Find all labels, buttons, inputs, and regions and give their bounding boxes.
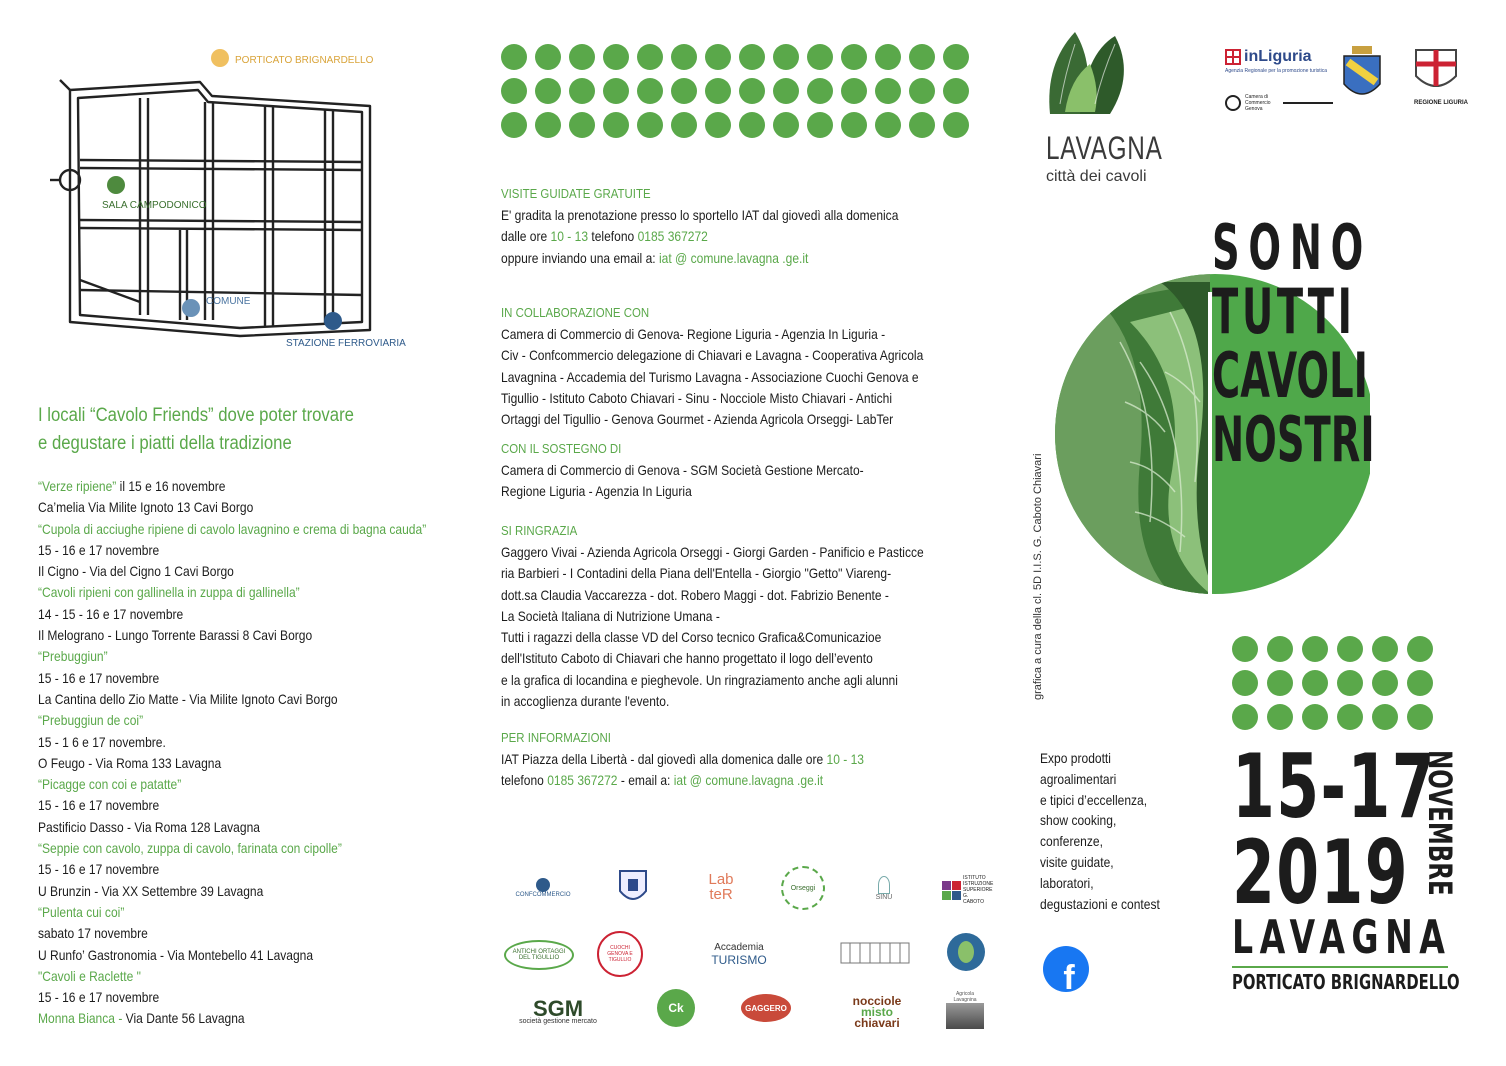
gaggero-logo: GAGGERO <box>740 986 792 1030</box>
agricola-logo: Agricola Lavagnina <box>944 990 986 1030</box>
locale-line: Monna Bianca - Via Dante 56 Lavagna <box>38 1010 245 1027</box>
contadini-logo: Ck <box>656 988 696 1028</box>
genova-gourmet-logo <box>840 940 910 966</box>
collab-line: Tigullio - Istituto Caboto Chiavari - Sinu - Nocciole Misto Chiavari - Antichi <box>501 389 893 406</box>
visite-line-1: E' gradita la prenotazione presso lo sportello IAT dal giovedì alla domenica <box>501 207 899 223</box>
sgm-logo: SGM società gestione mercato <box>519 996 597 1025</box>
visite-line-3: oppure inviando una email a: iat @ comune.lavagna .ge.it <box>501 249 809 266</box>
visite-title: VISITE GUIDATE GRATUITE <box>501 186 651 201</box>
expo-line: Expo prodotti <box>1040 750 1111 766</box>
dot <box>1407 704 1433 730</box>
ringrazia-line: in accoglienza durante l'evento. <box>501 693 670 710</box>
dot <box>1267 704 1293 730</box>
camera-commercio-logo: Camera di Commercio Genova <box>1225 94 1333 112</box>
friends-title-line-2: e degustare i piatti della tradizione <box>38 433 292 454</box>
lavagna-cabbage-logo <box>1040 24 1140 124</box>
dot <box>1407 636 1433 662</box>
ringrazia-title: SI RINGRAZIA <box>501 523 578 538</box>
inliguria-sub: Agenzia Regionale per la promozione turistica <box>1225 68 1328 74</box>
expo-line: degustazioni e contest <box>1040 895 1160 912</box>
expo-line: laboratori, <box>1040 874 1094 891</box>
dot <box>637 112 663 138</box>
locale-line: La Cantina dello Zio Matte - Via Milite Ignoto Cavi Borgo <box>38 690 338 707</box>
collab-body <box>501 324 923 430</box>
porticato-label: PORTICATO BRIGNARDELLO <box>235 55 374 66</box>
dot <box>739 44 765 70</box>
dot <box>909 44 935 70</box>
locale-line: 14 - 15 - 16 e 17 novembre <box>38 605 184 622</box>
dot <box>841 44 867 70</box>
dot <box>773 112 799 138</box>
cuochi-logo: CUOCHI GENOVA E TIGULLIO <box>596 930 644 978</box>
dot <box>569 44 595 70</box>
dot <box>603 44 629 70</box>
ringrazia-line: e la grafica di locandina e pieghevole. Un ringraziamento anche agli alunni <box>501 671 898 688</box>
caboto-logo: ISTITUTO ISTRUZIONE SUPERIORE G. CABOTO <box>942 868 986 912</box>
dot <box>739 112 765 138</box>
sala-label: SALA CAMPODONICO <box>102 200 207 211</box>
locale-line: “Picagge con coi e patatte” <box>38 776 182 793</box>
sostegno-body <box>501 460 864 503</box>
dot <box>773 78 799 104</box>
dot <box>1337 636 1363 662</box>
locale-line: “Cupola di acciughe ripiene di cavolo lavagnino e crema di bagna cauda” <box>38 520 427 537</box>
accademia-turismo-logo: Accademia TURISMO <box>711 942 767 967</box>
event-title <box>1212 211 1474 476</box>
expo-line: conferenze, <box>1040 833 1103 850</box>
locale-line: Il Melograno - Lungo Torrente Barassi 8 Cavi Borgo <box>38 627 313 644</box>
sinu-logo: SINU <box>862 866 906 910</box>
locale-line: 15 - 16 e 17 novembre <box>38 989 160 1006</box>
locale-line: 15 - 1 6 e 17 novembre. <box>38 733 166 750</box>
dot <box>1302 704 1328 730</box>
locale-line: 15 - 16 e 17 novembre <box>38 669 160 686</box>
expo-line: visite guidate, <box>1040 853 1114 870</box>
event-city: LAVAGNA <box>1232 910 1452 964</box>
visite-email-link[interactable]: iat @ comune.lavagna .ge.it <box>658 249 809 266</box>
dot <box>1232 704 1258 730</box>
citta-dei-cavoli: città dei cavoli <box>1046 168 1147 185</box>
nocciole-logo: nocciole misto chiavari <box>852 993 902 1030</box>
dots-decoration-top <box>501 44 969 138</box>
locale-line: “Seppie con cavolo, zuppa di cavolo, farinata con cipolle” <box>38 840 342 857</box>
ringrazia-line: La Società Italiana di Nutrizione Umana - <box>501 607 720 624</box>
info-line-1: IAT Piazza della Libertà - dal giovedì alla domenica dalle ore 10 - 13 <box>501 751 864 767</box>
dot <box>1407 670 1433 696</box>
lavagna-crest-logo <box>615 868 651 908</box>
title-line-cavoli: CAVOLI <box>1212 339 1368 412</box>
dot <box>841 112 867 138</box>
regione-liguria-crest <box>1414 48 1458 96</box>
ringrazia-line: Gaggero Vivai - Azienda Agricola Orseggi - Giorgi Garden - Panificio e Pasticce <box>501 544 924 560</box>
collab-line: Ortaggi del Tigullio - Genova Gourmet - Azienda Agricola Orseggi- LabTer <box>501 411 894 428</box>
locale-line: “Pulenta cui coi” <box>38 903 125 920</box>
dot <box>807 44 833 70</box>
locali-list <box>38 476 508 1030</box>
locale-line: Ca’melia Via Milite Ignoto 13 Cavi Borgo <box>38 499 254 516</box>
locale-line: Il Cigno - Via del Cigno 1 Cavi Borgo <box>38 563 234 580</box>
dot <box>875 78 901 104</box>
sostegno-line: Camera di Commercio di Genova - SGM Società Gestione Mercato- <box>501 462 864 478</box>
dot <box>1267 670 1293 696</box>
dots-decoration-right <box>1232 636 1433 730</box>
dot <box>501 78 527 104</box>
dot <box>807 112 833 138</box>
dot <box>535 112 561 138</box>
collab-line: Camera di Commercio di Genova- Regione Liguria - Agenzia In Liguria - <box>501 326 886 342</box>
dot <box>1232 670 1258 696</box>
event-place: PORTICATO BRIGNARDELLO <box>1232 970 1460 994</box>
locale-line: sabato 17 novembre <box>38 925 148 942</box>
locale-line: 15 - 16 e 17 novembre <box>38 541 160 558</box>
dot <box>501 44 527 70</box>
ringrazia-line: dott.sa Claudia Vaccarezza - dot. Robero Maggi - dot. Fabrizio Benente - <box>501 586 889 603</box>
expo-line: agroalimentari <box>1040 770 1117 787</box>
collab-section <box>501 305 992 430</box>
collab-line: Lavagnina - Accademia del Turismo Lavagna - Associazione Cuochi Genova e <box>501 368 919 385</box>
sostegno-line: Regione Liguria - Agenzia In Liguria <box>501 483 692 500</box>
place-divider <box>1232 966 1448 968</box>
street-map <box>40 40 440 360</box>
locale-line: U Runfo’ Gastronomia - Via Montebello 41 Lavagna <box>38 946 314 963</box>
visite-line-2: dalle ore 10 - 13 telefono 0185 367272 <box>501 228 708 245</box>
antichi-ortaggi-logo: ANTICHI ORTAGGI DEL TIGULLIO <box>503 938 575 972</box>
lavagna-crest <box>1340 44 1384 106</box>
dot <box>773 44 799 70</box>
ringrazia-line: Tutti i ragazzi della classe VD del Corso tecnico Grafica&Comunicazioe <box>501 629 882 646</box>
expo-line: e tipici d’eccellenza, <box>1040 791 1148 808</box>
info-body <box>501 749 864 792</box>
dot <box>875 44 901 70</box>
info-title: PER INFORMAZIONI <box>501 730 611 745</box>
dot <box>705 44 731 70</box>
porticato-marker <box>211 49 229 67</box>
dot <box>705 78 731 104</box>
dot <box>705 112 731 138</box>
visite-section <box>501 186 963 269</box>
dot <box>1337 704 1363 730</box>
dot <box>603 112 629 138</box>
design-credit: grafica a cura della cl. 5D I.I.S. G. Caboto Chiavari <box>1032 453 1044 700</box>
locale-line: O Feugo - Via Roma 133 Lavagna <box>38 754 222 771</box>
locale-line: Pastificio Dasso - Via Roma 128 Lavagna <box>38 818 260 835</box>
dot <box>841 78 867 104</box>
lavagna-logo-text: LAVAGNA <box>1046 130 1163 166</box>
dot <box>569 112 595 138</box>
dot <box>603 78 629 104</box>
dot <box>535 44 561 70</box>
sostegno-section <box>501 441 923 503</box>
inliguria-logo: inLiguria <box>1225 48 1312 66</box>
labter-logo: Lab teR <box>708 871 734 903</box>
sala-marker <box>107 176 125 194</box>
comune-marker <box>182 299 200 317</box>
dot <box>1267 636 1293 662</box>
visite-body <box>501 205 898 269</box>
dot <box>943 112 969 138</box>
orseggi-logo: Orseggi <box>780 866 826 910</box>
locale-line: 15 - 16 e 17 novembre <box>38 861 160 878</box>
dot <box>671 112 697 138</box>
dot <box>739 78 765 104</box>
dot <box>569 78 595 104</box>
dot <box>1372 670 1398 696</box>
locale-line: 15 - 16 e 17 novembre <box>38 797 160 814</box>
dot <box>1302 670 1328 696</box>
locale-line: “Prebuggiun de coi” <box>38 712 144 729</box>
info-email-link[interactable]: iat @ comune.lavagna .ge.it <box>673 772 824 789</box>
friends-title-line-1: I locali “Cavolo Friends” dove poter trovare <box>38 405 354 426</box>
dot <box>501 112 527 138</box>
dot <box>909 112 935 138</box>
comune-label: COMUNE <box>206 296 251 307</box>
event-year: 2019 <box>1232 821 1410 924</box>
title-line-tutti: TUTTI <box>1212 275 1356 348</box>
collab-line: Civ - Confcommercio delegazione di Chiavari e Lavagna - Cooperativa Agricola <box>501 347 924 364</box>
sostegno-title: CON IL SOSTEGNO DI <box>501 441 622 456</box>
locale-line: U Brunzin - Via XX Settembre 39 Lavagna <box>38 882 264 899</box>
expo-list <box>1040 748 1160 914</box>
locale-line: “Verze ripiene” il 15 e 16 novembre <box>38 478 226 494</box>
dot <box>807 78 833 104</box>
dot <box>1232 636 1258 662</box>
friends-title <box>38 402 354 458</box>
dot <box>1337 670 1363 696</box>
ringrazia-line: dell'Istituto Caboto di Chiavari che hanno progettato il logo dell’evento <box>501 650 873 667</box>
event-days: 15-17 <box>1232 735 1437 838</box>
dot <box>943 44 969 70</box>
dot <box>875 112 901 138</box>
title-line-nostri: NOSTRI <box>1212 403 1375 476</box>
locale-line: “Prebuggiun” <box>38 648 108 665</box>
dot <box>671 78 697 104</box>
dot <box>1372 636 1398 662</box>
facebook-icon[interactable]: f <box>1043 946 1089 992</box>
ringrazia-line: ria Barbieri - I Contadini della Piana dell'Entella - Giorgio "Getto" Viareng- <box>501 565 892 582</box>
dot <box>943 78 969 104</box>
ringrazia-body <box>501 542 924 712</box>
title-line-sono: SONO <box>1212 211 1372 284</box>
collab-title: IN COLLABORAZIONE CON <box>501 305 650 320</box>
event-month: NOVEMBRE <box>1421 750 1459 896</box>
coop-lavagnina-logo <box>946 932 986 972</box>
dot <box>671 44 697 70</box>
locale-line: “Cavoli ripieni con gallinella in zuppa di gallinella” <box>38 584 300 601</box>
regione-liguria-label: REGIONE LIGURIA <box>1414 100 1469 106</box>
ringrazia-section <box>501 523 993 712</box>
locale-line: "Cavoli e Raclette " <box>38 967 141 984</box>
confcommercio-logo: CONFCOMMERCIO <box>505 868 581 908</box>
dot <box>637 78 663 104</box>
dot <box>535 78 561 104</box>
dot <box>637 44 663 70</box>
stazione-marker <box>324 312 342 330</box>
dot <box>1302 636 1328 662</box>
stazione-label: STAZIONE FERROVIARIA <box>286 338 406 349</box>
info-section <box>501 730 923 792</box>
expo-line: show cooking, <box>1040 812 1117 829</box>
dot <box>909 78 935 104</box>
dot <box>1372 704 1398 730</box>
info-line-2: telefono 0185 367272 - email a: iat @ comune.lavagna .ge.it <box>501 772 824 789</box>
